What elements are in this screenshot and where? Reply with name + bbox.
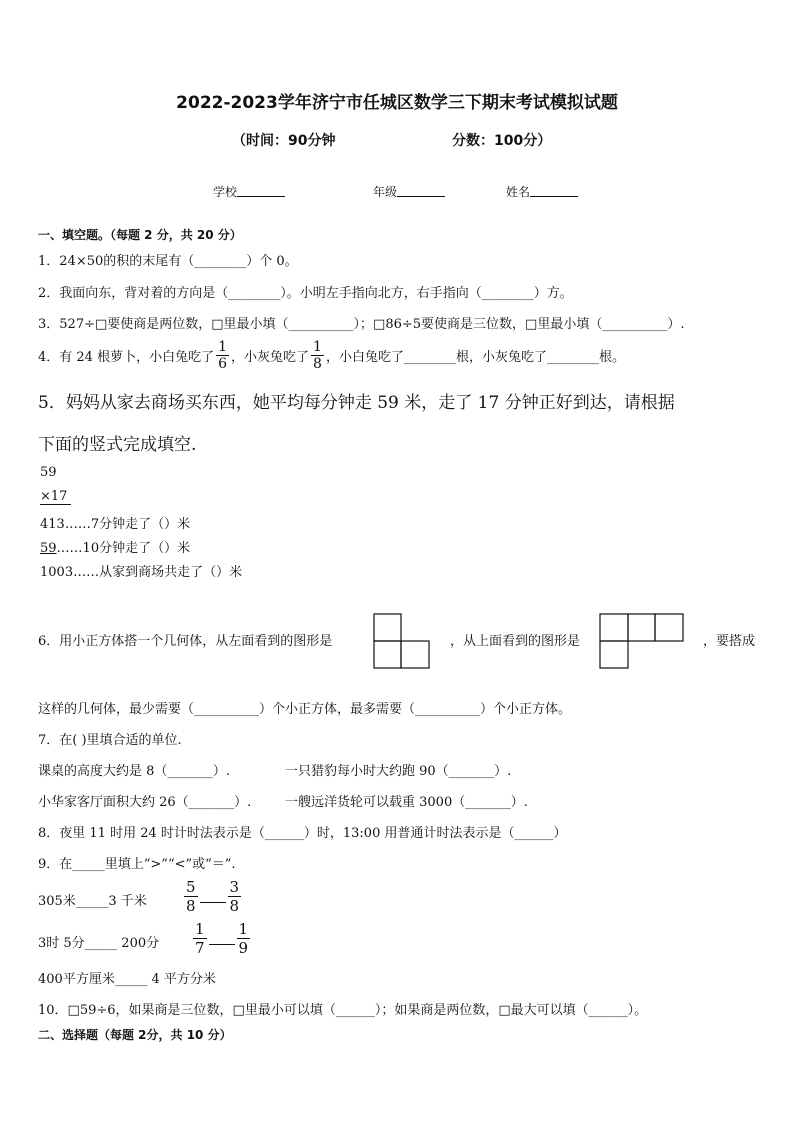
name-field[interactable]: 姓名: [506, 183, 578, 200]
question-3: 3．527÷□要使商是两位数，□里最小填（__________）；□86÷5要使商是三位数，□里最小填（__________）.: [38, 317, 685, 332]
question-10: 10．□59÷6，如果商是三位数，□里最小可以填（______）；如果商是两位数，□最大可以填（______）。: [38, 1003, 648, 1018]
question-9-c: 400平方厘米_____ 4 平方分米: [38, 972, 216, 987]
question-7: 7．在( )里填合适的单位.: [38, 733, 182, 748]
calc-line-2: ×17: [40, 489, 71, 505]
question-9-b: 3时 5分_____ 200分: [38, 936, 160, 951]
grade-field[interactable]: 年级: [373, 183, 445, 200]
fraction-one-eighth: $\frac{1}{8}$: [313, 339, 322, 372]
page-title: 2022-2023学年济宁市任城区数学三下期末考试模拟试题: [176, 93, 618, 113]
question-7-d: 一艘远洋货轮可以载重 3000（_______）.: [285, 795, 528, 810]
question-7-a: 课桌的高度大约是 8（_______）.: [38, 764, 231, 779]
left-view-figure: [372, 612, 432, 670]
section-2-heading: 二、选择题（每题 2分，共 10 分）: [38, 1028, 232, 1042]
question-9-fraction-compare-1: $\frac{5}{8}$ $\frac{3}{8}$: [186, 878, 240, 915]
question-9-a: 305米_____3 千米: [38, 894, 147, 909]
exam-score: 分数：100分）: [452, 133, 552, 149]
exam-time: （时间：90分钟: [232, 133, 336, 149]
question-5-line-1: 5．妈妈从家去商场买东西，她平均每分钟走 59 米，走了 17 分钟正好到达，请根据: [38, 393, 675, 413]
question-7-c: 小华家客厅面积大约 26（_______）.: [38, 795, 252, 810]
question-9-fraction-compare-2: $\frac{1}{7}$ $\frac{1}{9}$: [195, 920, 249, 957]
question-6-part-b: ，从上面看到的图形是: [450, 634, 581, 649]
question-9: 9．在_____里填上“>”“<”或“＝”.: [38, 857, 236, 872]
question-6-part-a: 6．用小正方体搭一个几何体，从左面看到的图形是: [38, 634, 333, 649]
fraction-one-sixth: $\frac{1}{6}$: [218, 339, 227, 372]
top-view-figure: [598, 612, 688, 670]
question-6-part-d: 这样的几何体，最少需要（__________）个小正方体，最多需要（__________）个小正方体。: [38, 702, 572, 717]
calc-line-3: 413……7分钟走了（）米: [40, 517, 191, 532]
question-4: 4．有 24 根萝卜，小白兔吃了 $\frac{1}{6}$ ，小灰兔吃了 $\frac{1}{8}$ ，小白兔吃了________根，小灰兔吃了________根。: [38, 339, 625, 372]
question-6-part-c: ，要搭成: [703, 634, 756, 649]
question-1: 1．24×50的积的末尾有（________）个 0。: [38, 254, 298, 269]
question-2: 2．我面向东，背对着的方向是（________）。小明左手指向北方，右手指向（________）方。: [38, 286, 573, 301]
question-7-b: 一只猎豹每小时大约跑 90（_______）.: [285, 764, 512, 779]
calc-line-1: 59: [40, 465, 57, 480]
calc-line-4: 59……10分钟走了（）米: [40, 541, 191, 556]
calc-line-5: 1003……从家到商场共走了（）米: [40, 565, 243, 580]
section-1-heading: 一、填空题。（每题 2 分，共 20 分）: [38, 228, 242, 242]
school-field[interactable]: 学校: [213, 183, 285, 200]
question-5-line-2: 下面的竖式完成填空.: [38, 435, 197, 455]
question-8: 8．夜里 11 时用 24 时计时法表示是（______）时，13:00 用普通计时法表示是（______）: [38, 826, 567, 841]
